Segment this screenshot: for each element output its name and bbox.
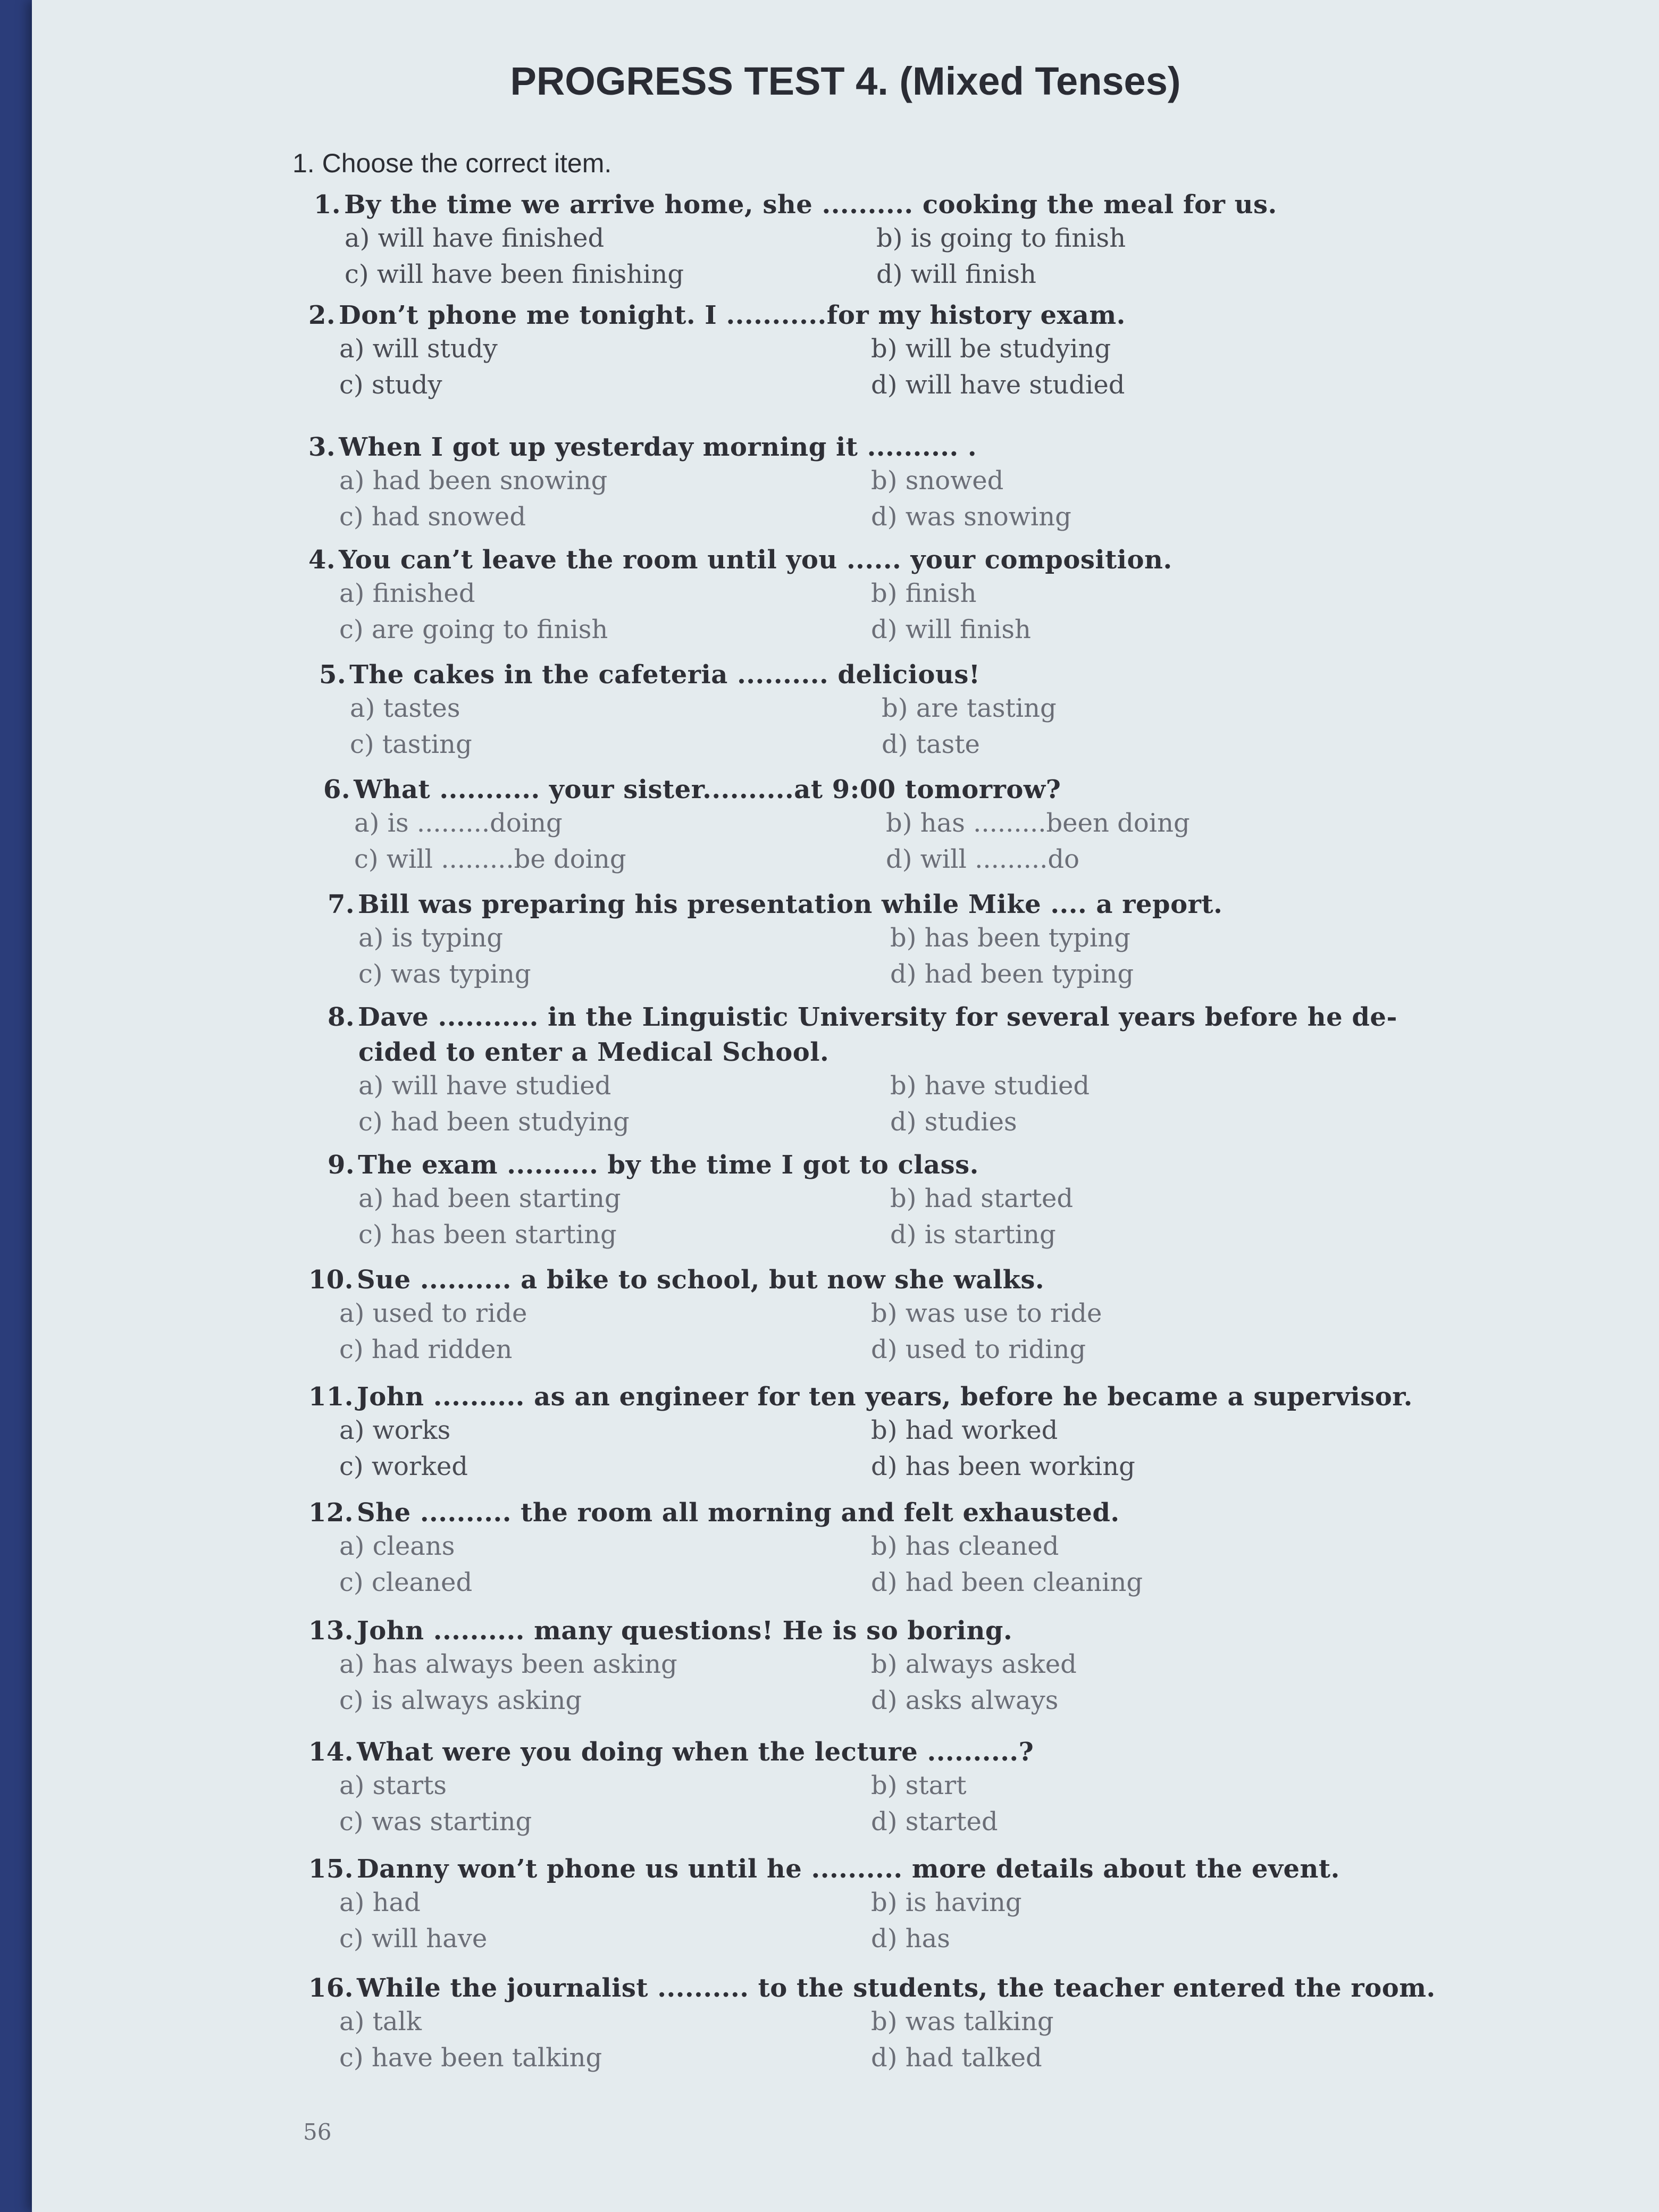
option-b: b) had started <box>890 1184 1074 1213</box>
instruction: 1. Choose the correct item. <box>292 148 612 178</box>
option-a: a) works <box>339 1415 451 1445</box>
question-number: 15. <box>308 1854 354 1884</box>
question-stem <box>308 542 1172 577</box>
question-3 <box>308 430 1071 532</box>
question-text: Don’t phone me tonight. I ...........for my history exam. <box>339 300 1126 330</box>
question-text: Sue .......... a bike to school, but now she walks. <box>357 1265 1045 1295</box>
question-number: 1. <box>314 190 341 220</box>
option-c: c) will .........be doing <box>354 844 626 874</box>
question-text: The exam .......... by the time I got to class. <box>358 1150 979 1180</box>
question-stem <box>314 187 1277 222</box>
option-b: b) are tasting <box>882 693 1057 723</box>
question-stem <box>308 1262 1044 1297</box>
question-number: 4. <box>308 545 336 575</box>
option-a: a) finished <box>339 579 475 608</box>
option-d: d) will finish <box>876 259 1036 289</box>
question-6 <box>323 772 1190 874</box>
question-text: She .......... the room all morning and felt exhausted. <box>357 1498 1120 1528</box>
question-12 <box>308 1495 1143 1597</box>
question-number: 8. <box>328 1002 355 1032</box>
question-4 <box>308 542 1172 644</box>
question-text: While the journalist .......... to the students, the teacher entered the room. <box>357 1973 1436 2003</box>
question-text: What ........... your sister..........at 9:00 tomorrow? <box>354 775 1061 805</box>
question-text: When I got up yesterday morning it .......... . <box>339 432 977 462</box>
test-page <box>32 0 1659 2212</box>
question-stem <box>308 1735 1034 1770</box>
question-text: What were you doing when the lecture ..........? <box>357 1737 1034 1767</box>
page-title: PROGRESS TEST 4. (Mixed Tenses) <box>510 59 1181 103</box>
question-stem <box>328 887 1222 922</box>
question-stem <box>328 1147 979 1183</box>
option-b: b) has .........been doing <box>886 808 1190 838</box>
option-a: a) talk <box>339 2007 422 2037</box>
page-number: 56 <box>303 2119 332 2145</box>
option-b: b) was talking <box>871 2007 1054 2037</box>
question-1 <box>314 187 1277 289</box>
option-d: d) used to riding <box>871 1335 1086 1364</box>
question-10 <box>308 1262 1102 1364</box>
question-stem <box>308 1613 1012 1648</box>
question-number: 10. <box>308 1265 354 1295</box>
option-c: c) was typing <box>358 959 531 989</box>
option-b: b) was use to ride <box>871 1298 1102 1328</box>
question-number: 12. <box>308 1498 354 1528</box>
question-text-continued: cided to enter a Medical School. <box>358 1037 830 1067</box>
question-text: Dave ........... in the Linguistic University for several years before he de- <box>358 1002 1397 1032</box>
option-d: d) will have studied <box>871 370 1125 400</box>
option-d: d) had been cleaning <box>871 1568 1143 1597</box>
question-stem <box>308 1971 1436 2006</box>
question-text: By the time we arrive home, she .......... cooking the meal for us. <box>344 190 1277 220</box>
question-number: 11. <box>308 1382 354 1412</box>
option-a: a) will have finished <box>345 223 605 253</box>
question-stem <box>308 298 1126 333</box>
option-a: a) is .........doing <box>354 808 563 838</box>
question-stem <box>323 772 1061 807</box>
option-c: c) had snowed <box>339 502 526 532</box>
option-a: a) has always been asking <box>339 1649 677 1679</box>
question-stem <box>319 657 980 692</box>
option-a: a) is typing <box>358 923 503 953</box>
question-stem <box>308 1851 1340 1887</box>
option-d: d) will .........do <box>886 844 1080 874</box>
option-b: b) is having <box>871 1888 1022 1917</box>
option-c: c) has been starting <box>358 1220 617 1250</box>
option-c: c) study <box>339 370 442 400</box>
option-c: c) cleaned <box>339 1568 473 1597</box>
question-number: 14. <box>308 1737 354 1767</box>
option-b: b) snowed <box>871 466 1004 496</box>
option-b: b) is going to finish <box>876 223 1126 253</box>
question-stem <box>328 1000 1397 1035</box>
question-number: 16. <box>308 1973 354 2003</box>
question-number: 7. <box>328 890 355 919</box>
option-a: a) starts <box>339 1771 447 1800</box>
question-11 <box>308 1379 1413 1481</box>
question-number: 6. <box>323 775 351 805</box>
option-a: a) tastes <box>350 693 460 723</box>
question-7 <box>328 887 1223 989</box>
option-b: b) had worked <box>871 1415 1058 1445</box>
option-a: a) cleans <box>339 1531 455 1561</box>
question-stem <box>308 1379 1413 1414</box>
question-15 <box>308 1851 1340 1954</box>
question-number: 3. <box>308 432 336 462</box>
option-a: a) had been snowing <box>339 466 608 496</box>
option-c: c) will have <box>339 1924 488 1954</box>
option-d: d) has <box>871 1924 950 1954</box>
question-number: 13. <box>308 1616 354 1646</box>
option-d: d) had talked <box>871 2043 1042 2073</box>
question-text: Bill was preparing his presentation while Mike .... a report. <box>358 890 1223 919</box>
option-b: b) has cleaned <box>871 1531 1059 1561</box>
question-13 <box>308 1613 1077 1715</box>
question-stem <box>308 1495 1120 1530</box>
question-number: 9. <box>328 1150 355 1180</box>
question-number: 2. <box>308 300 336 330</box>
option-a: a) used to ride <box>339 1298 527 1328</box>
option-c: c) will have been finishing <box>345 259 684 289</box>
option-d: d) studies <box>890 1107 1017 1137</box>
question-8 <box>328 1000 1397 1137</box>
option-b: b) has been typing <box>890 923 1130 953</box>
option-a: a) will have studied <box>358 1071 611 1101</box>
option-c: c) is always asking <box>339 1686 582 1715</box>
option-c: c) was starting <box>339 1807 532 1837</box>
option-b: b) always asked <box>871 1649 1077 1679</box>
option-c: c) had ridden <box>339 1335 513 1364</box>
option-d: d) will finish <box>871 615 1031 644</box>
question-9 <box>328 1147 1074 1250</box>
question-text: Danny won’t phone us until he .......... more details about the event. <box>357 1854 1340 1884</box>
option-a: a) had <box>339 1888 421 1917</box>
option-c: c) worked <box>339 1452 468 1481</box>
question-5 <box>319 657 1057 759</box>
option-c: c) have been talking <box>339 2043 602 2073</box>
option-d: d) had been typing <box>890 959 1134 989</box>
option-d: d) started <box>871 1807 998 1837</box>
question-text: You can’t leave the room until you ...... your composition. <box>339 545 1172 575</box>
option-a: a) will study <box>339 334 498 364</box>
question-16 <box>308 1971 1436 2073</box>
option-b: b) finish <box>871 579 977 608</box>
option-d: d) taste <box>882 730 980 759</box>
option-c: c) tasting <box>350 730 472 759</box>
option-c: c) are going to finish <box>339 615 608 644</box>
question-text: John .......... many questions! He is so boring. <box>357 1616 1013 1646</box>
question-2 <box>308 298 1126 400</box>
question-text: John .......... as an engineer for ten years, before he became a supervisor. <box>357 1382 1413 1412</box>
option-d: d) is starting <box>890 1220 1056 1250</box>
option-a: a) had been starting <box>358 1184 621 1213</box>
option-d: d) was snowing <box>871 502 1071 532</box>
option-d: d) has been working <box>871 1452 1135 1481</box>
question-14 <box>308 1735 1034 1837</box>
option-c: c) had been studying <box>358 1107 630 1137</box>
question-text: The cakes in the cafeteria .......... delicious! <box>349 660 981 690</box>
question-stem <box>308 430 977 465</box>
option-b: b) start <box>871 1771 967 1800</box>
option-b: b) will be studying <box>871 334 1111 364</box>
option-d: d) asks always <box>871 1686 1059 1715</box>
question-number: 5. <box>319 660 347 690</box>
option-b: b) have studied <box>890 1071 1090 1101</box>
